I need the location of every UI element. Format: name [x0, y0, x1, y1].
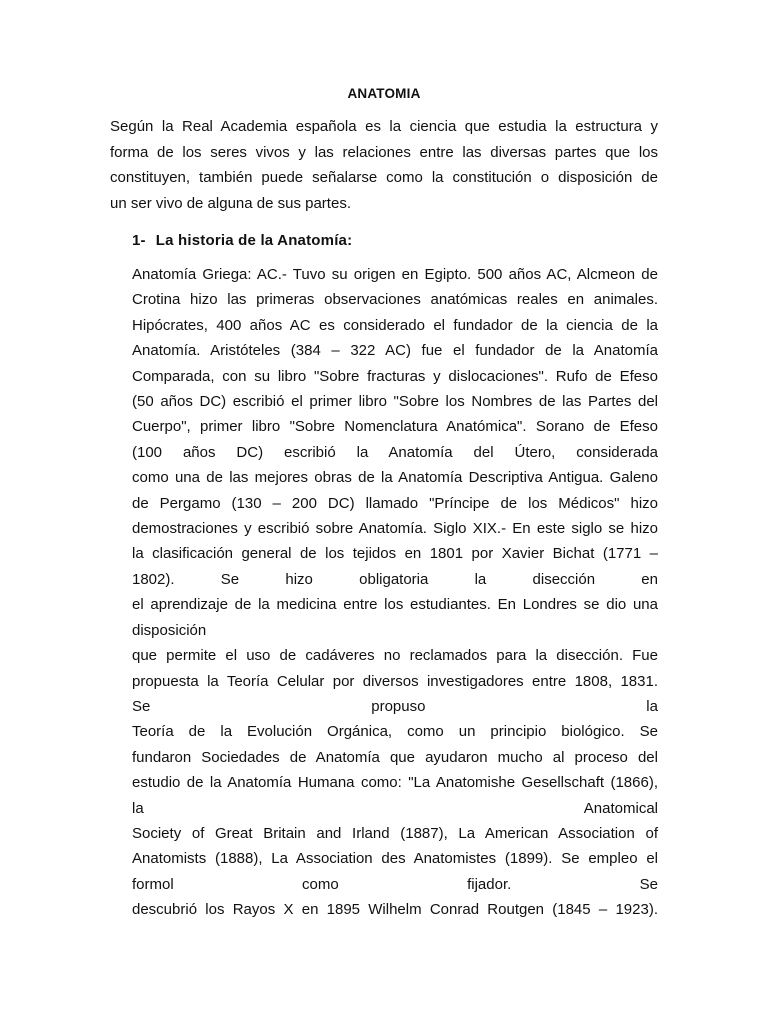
body-line: estudio de la Anatomía Humana como: "La Anatomishe Gesellschaft (1866),: [132, 774, 658, 792]
body-line: Anatomists (1888), La Association des Anatomistes (1899). Se empleo el: [132, 850, 658, 868]
body-line: Comparada, con su libro "Sobre fracturas y dislocaciones". Rufo de Efeso: [132, 367, 658, 385]
intro-line: constituyen, también puede señalarse como la constitución o disposición de: [110, 169, 658, 186]
body-line: Anatomía. Aristóteles (384 – 322 AC) fue el fundador de la Anatomía: [132, 342, 658, 360]
body-line: fundaron Sociedades de Anatomía que ayudaron mucho al proceso del: [132, 748, 658, 766]
body-line: Teoría de la Evolución Orgánica, como un principio biológico. Se: [132, 723, 658, 741]
intro-line: Según la Real Academia española es la ciencia que estudia la estructura y: [110, 118, 658, 135]
body-line: Anatomía Griega: AC.- Tuvo su origen en Egipto. 500 años AC, Alcmeon de: [132, 266, 658, 283]
body-line: Crotina hizo las primeras observaciones anatómicas reales en animales.: [132, 291, 658, 309]
body-line: Se propuso la: [132, 697, 658, 715]
body-line: como una de las mejores obras de la Anatomía Descriptiva Antigua. Galeno: [132, 469, 658, 487]
body-line: (50 años DC) escribió el primer libro "Sobre los Nombres de las Partes del: [132, 393, 658, 411]
body-line: de Pergamo (130 – 200 DC) llamado "Príncipe de los Médicos" hizo: [132, 494, 658, 512]
history-paragraph: [132, 262, 658, 923]
body-line: el aprendizaje de la medicina entre los estudiantes. En Londres se dio una: [132, 596, 658, 614]
intro-line: un ser vivo de alguna de sus partes.: [110, 194, 351, 212]
document-title: ANATOMIA: [347, 86, 421, 101]
body-line: disposición: [132, 621, 207, 639]
body-line: la clasificación general de los tejidos en 1801 por Xavier Bichat (1771 –: [132, 545, 658, 563]
body-line: demostraciones y escribió sobre Anatomía. Siglo XIX.- En este siglo se hizo: [132, 520, 658, 538]
section-heading-text: La historia de la Anatomía:: [155, 232, 353, 249]
body-line: propuesta la Teoría Celular por diversos investigadores entre 1808, 1831.: [132, 672, 658, 690]
section-heading: [132, 232, 352, 249]
intro-paragraph: [110, 114, 658, 216]
body-line: Hipócrates, 400 años AC es considerado el fundador de la ciencia de la: [132, 316, 658, 334]
section-number: 1-: [132, 232, 146, 249]
body-line: descubrió los Rayos X en 1895 Wilhelm Conrad Routgen (1845 – 1923).: [132, 901, 658, 919]
body-line: Society of Great Britain and Irland (1887), La American Association of: [132, 824, 658, 842]
body-line: Cuerpo", primer libro "Sobre Nomenclatura Anatómica". Sorano de Efeso: [132, 418, 658, 436]
body-line: formol como fijador. Se: [132, 875, 658, 893]
intro-line: forma de los seres vivos y las relaciones entre las diversas partes que los: [110, 143, 658, 161]
body-line: la Anatomical: [132, 799, 658, 817]
body-line: 1802). Se hizo obligatoria la disección en: [132, 570, 658, 588]
body-line: que permite el uso de cadáveres no reclamados para la disección. Fue: [132, 647, 658, 665]
body-line: (100 años DC) escribió la Anatomía del Útero, considerada: [132, 443, 658, 461]
